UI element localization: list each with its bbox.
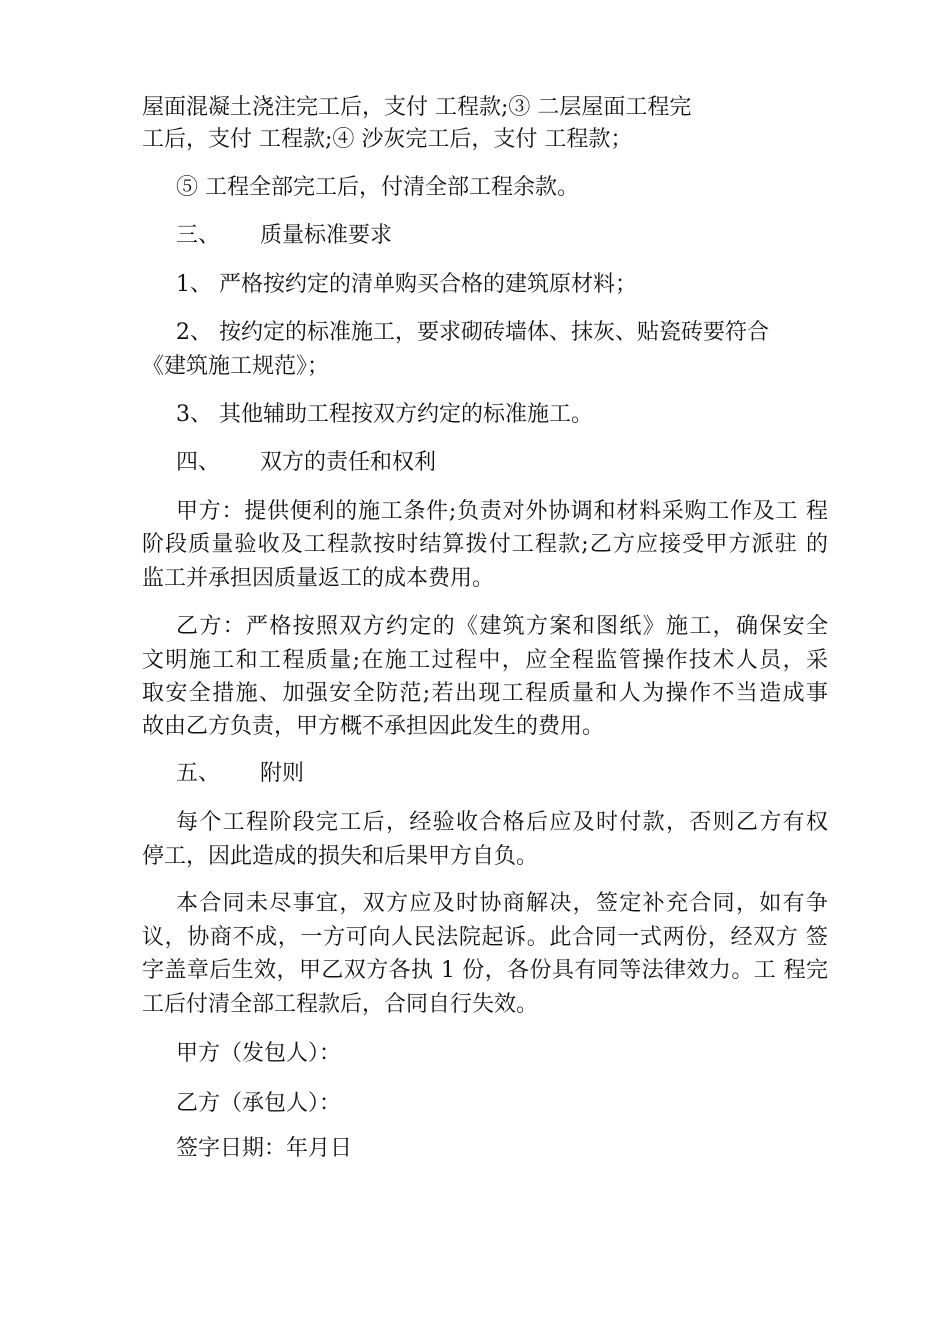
text-line: ⑤ 工程全部完工后，付清全部工程余款。 bbox=[176, 175, 579, 200]
signing-date-line: 签字日期：年月日 bbox=[176, 1136, 353, 1161]
text-line: 3、 其他辅助工程按双方约定的标准施工。 bbox=[176, 402, 593, 427]
section-title: 附则 bbox=[260, 761, 305, 786]
text-line: 工后，支付 工程款;④ 沙灰完工后，支付 工程款； bbox=[142, 127, 633, 152]
text-line: 1、 严格按约定的清单购买合格的建筑原材料； bbox=[176, 272, 637, 297]
section-title: 双方的责任和权利 bbox=[260, 450, 437, 475]
section-heading bbox=[176, 448, 436, 478]
text-line: 字盖章后生效，甲乙双方各执 1 份，各份具有同等法律效力。工 程完 bbox=[142, 958, 828, 983]
text-line: 监工并承担因质量返工的成本费用。 bbox=[142, 566, 495, 591]
section-number: 三、 bbox=[176, 223, 221, 248]
section-number: 四、 bbox=[176, 450, 221, 475]
text-line: 取安全措施、加强安全防范;若出现工程质量和人为操作不当造成事 bbox=[142, 681, 828, 706]
text-line: 本合同未尽事宜，双方应及时协商解决，签定补充合同，如有争 bbox=[176, 891, 828, 916]
text-line: 2、 按约定的标准施工，要求砌砖墙体、抹灰、贴瓷砖要符合 bbox=[176, 320, 769, 345]
text-line: 每个工程阶段完工后，经验收合格后应及时付款，否则乙方有权 bbox=[176, 810, 828, 835]
text-line: 甲方：提供便利的施工条件;负责对外协调和材料采购工作及工 程 bbox=[176, 499, 828, 524]
text-line: 工后付清全部工程款后，合同自行失效。 bbox=[142, 992, 539, 1017]
text-line: 停工，因此造成的损失和后果甲方自负。 bbox=[142, 844, 539, 869]
party-b-signature-line: 乙方（承包人）： bbox=[176, 1091, 342, 1116]
section-title: 质量标准要求 bbox=[260, 223, 393, 248]
party-a-signature-line: 甲方（发包人）： bbox=[176, 1041, 342, 1066]
text-line: 文明施工和工程质量;在施工过程中，应全程监管操作技术人员，采 bbox=[142, 648, 828, 673]
text-line: 阶段质量验收及工程款按时结算拨付工程款;乙方应接受甲方派驻 的 bbox=[142, 532, 828, 557]
section-heading bbox=[176, 221, 392, 251]
text-line: 故由乙方负责，甲方概不承担因此发生的费用。 bbox=[142, 714, 605, 739]
text-line: 议，协商不成，一方可向人民法院起诉。此合同一式两份，经双方 签 bbox=[142, 925, 828, 950]
text-line: 屋面混凝土浇注完工后，支付 工程款;③ 二层屋面工程完 bbox=[142, 95, 692, 120]
section-number: 五、 bbox=[176, 761, 221, 786]
section-heading bbox=[176, 759, 304, 789]
text-line: 《建筑施工规范》； bbox=[142, 354, 330, 379]
text-line: 乙方：严格按照双方约定的《建筑方案和图纸》施工，确保安全 bbox=[176, 614, 828, 639]
